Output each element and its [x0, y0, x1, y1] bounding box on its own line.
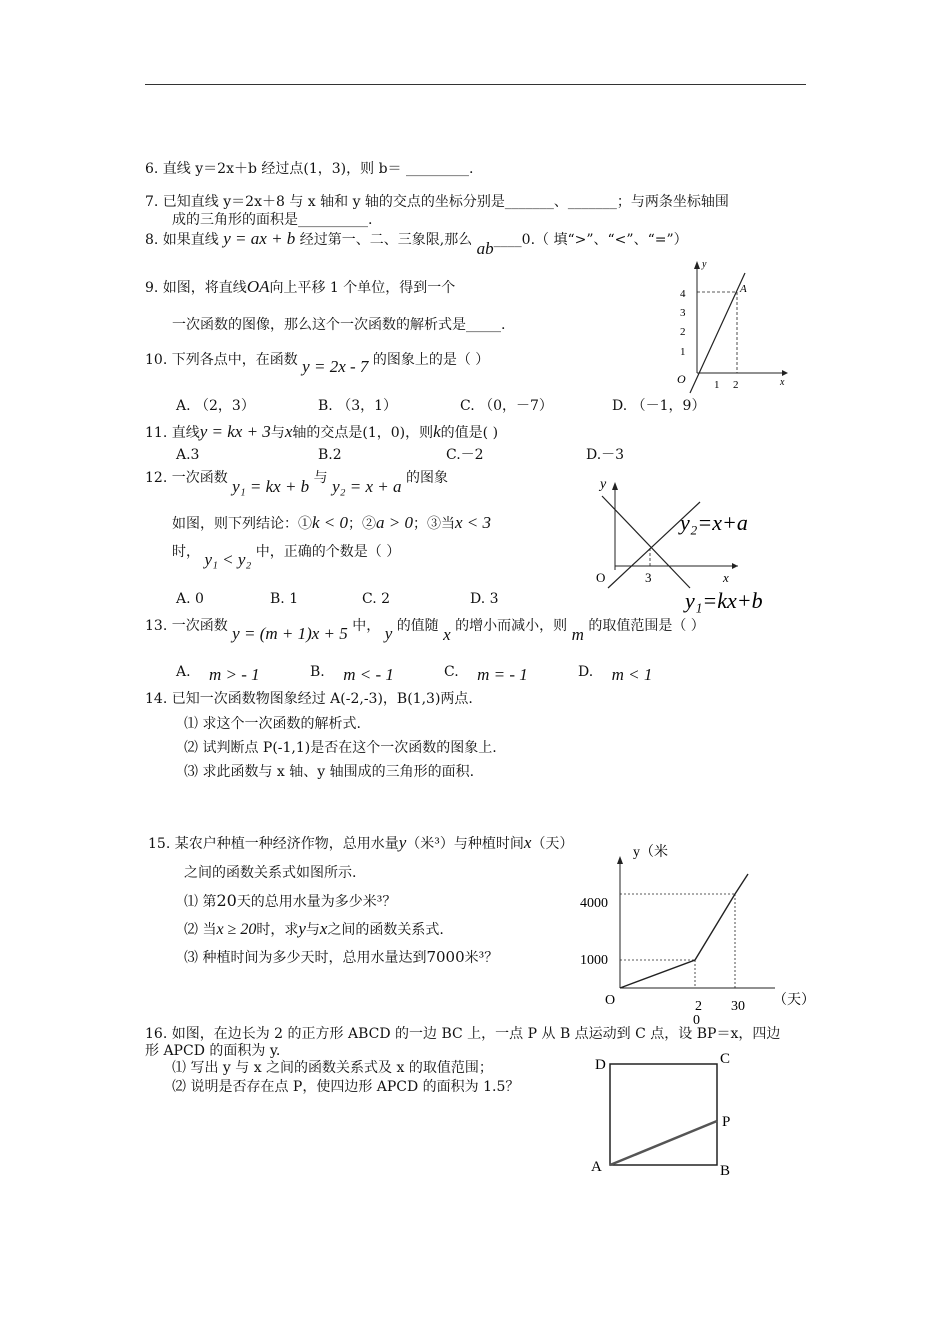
q11-option-b: B.2: [318, 447, 342, 463]
fig9-xtick-2: 2: [733, 379, 739, 391]
q13-option-b-label: B.: [310, 664, 325, 680]
fig16-label-a: A: [591, 1159, 602, 1175]
q10-option-a: A. （2，3）: [176, 398, 255, 414]
q15-i2b: 时，求: [256, 922, 299, 938]
fig15-label-4000: 4000: [580, 896, 608, 911]
q12-pre: 12. 一次函数: [145, 470, 228, 486]
q12-cond-3: x < 3: [455, 513, 492, 532]
q10-option-b: B. （3，1）: [318, 398, 398, 414]
q13-option-d-expr: m < 1: [611, 665, 653, 684]
q12-eq1: y₁ = kx + b: [232, 477, 310, 496]
fig9-ytick-2: 2: [680, 326, 686, 338]
fig16-label-c: C: [720, 1051, 731, 1067]
q15-i1b: 天的总用水量为多少米³？: [236, 894, 397, 910]
question-9-line2: 一次函数的图像，那么这个一次函数的解析式是_____.: [172, 317, 506, 333]
question-6: 6. 直线 y＝2x＋b 经过点(1，3)，则 b＝ _________.: [145, 161, 474, 177]
question-16-line1: 16. 如图，在边长为 2 的正方形 ABCD 的一边 BC 上，一点 P 从 B 点运动到 C 点，设 BP＝x，四边: [145, 1026, 781, 1042]
q13-equation: y = (m + 1)x + 5: [232, 624, 348, 643]
fig9-x-label: x: [780, 377, 785, 388]
q12-mid: 与: [313, 470, 328, 486]
q13-post: 的取值范围是（ ）: [588, 618, 705, 634]
fig16-label-p: P: [722, 1114, 731, 1130]
fig12-line1-label: y₁=kx+b: [685, 588, 763, 613]
q13-mid2: 的值随: [396, 618, 439, 634]
fig9-ytick-1: 1: [680, 346, 686, 358]
question-11: [145, 423, 498, 442]
fig12-y-label: y: [600, 477, 607, 492]
question-8: [145, 229, 688, 258]
fig9-xtick-1: 1: [714, 379, 720, 391]
fig15-label-30: 30: [731, 999, 745, 1014]
q12-option-a: A. 0: [176, 591, 204, 607]
q15-i2e: 之间的函数关系式.: [327, 922, 444, 938]
question-14-title: 14. 已知一次函数物图象经过 A(-2,-3)，B(1,3)两点.: [145, 691, 473, 707]
fig12-line2-label: y₂=x+a: [680, 510, 748, 535]
fig9-y-label: y: [702, 259, 707, 270]
q12-option-b: B. 1: [270, 591, 299, 607]
question-12-line3: [172, 542, 401, 569]
q10-post: 的图象上的是（ ）: [372, 352, 490, 368]
q15-pre: 15. 某农户种植一种经济作物，总用水量: [148, 836, 399, 852]
fig16-label-d: D: [595, 1057, 606, 1073]
q13-option-c-expr: m = - 1: [477, 665, 528, 684]
q11-mid2: 轴的交点是(1，0)，则: [292, 425, 434, 441]
figure-12-graph: [590, 470, 790, 615]
q11-option-a: A.3: [176, 447, 200, 463]
q12-line2b: ；②: [348, 516, 377, 532]
fig15-label-1000: 1000: [580, 953, 608, 968]
question-7-line1: 7. 已知直线 y＝2x＋8 与 x 轴和 y 轴的交点的坐标分别是_______、_______；与两条坐标轴围: [145, 194, 729, 210]
q14-item-2: ⑵ 试判断点 P(-1,1)是否在这个一次函数的图象上.: [184, 740, 497, 756]
q11-mid: 与: [270, 425, 285, 441]
question-15: [148, 834, 573, 853]
q13-option-b-expr: m < - 1: [343, 665, 394, 684]
q11-x: x: [284, 422, 293, 441]
q11-pre: 11. 直线: [145, 425, 200, 441]
q15-i2-x: x: [319, 919, 328, 938]
q12-option-c: C. 2: [362, 591, 391, 607]
fig12-x-label: x: [723, 570, 729, 585]
q11-equation: y = kx + 3: [199, 422, 271, 441]
q9-pre: 9. 如图，将直线: [145, 280, 247, 296]
q15-line2: 之间的函数关系式如图所示.: [184, 865, 357, 881]
q11-post: 的值是( ): [440, 425, 499, 441]
q13-option-d: [578, 662, 653, 684]
fig12-three: 3: [645, 570, 652, 585]
figure-16-square: [585, 1045, 745, 1180]
figure-15-graph: [575, 838, 815, 1028]
q9-post: 向上平移 1 个单位，得到一个: [269, 280, 456, 296]
q12-line3a: 时，: [172, 544, 200, 560]
q15-item-1: [184, 892, 396, 911]
q12-line2a: 如图，则下列结论：①: [172, 516, 312, 532]
q13-pre: 13. 一次函数: [145, 618, 228, 634]
fig15-label-20a: 2: [695, 999, 702, 1014]
q13-mid: 中，: [352, 618, 381, 634]
fig12-origin: O: [596, 570, 606, 585]
q12-cond-1: k < 0: [312, 513, 349, 532]
q15-i2a: ⑵ 当: [184, 922, 217, 938]
question-16-line2: 形 APCD 的面积为 y.: [145, 1043, 281, 1059]
question-7-line2: 成的三角形的面积是__________.: [172, 212, 373, 228]
q15-i2m: 与: [305, 922, 320, 938]
fig15-label-20b: 0: [693, 1013, 700, 1028]
q10-option-d: D. （－1，9）: [612, 398, 706, 414]
q13-option-a-label: A.: [176, 664, 191, 680]
question-13: [145, 616, 705, 644]
q15-mid: （米³）与种植时间: [406, 836, 524, 852]
header-rule: [145, 84, 806, 85]
fig16-label-b: B: [720, 1163, 731, 1179]
q13-option-a-expr: m > - 1: [209, 665, 260, 684]
q11-k: k: [433, 422, 441, 441]
q12-cond-2: a > 0: [376, 513, 414, 532]
q13-y: y: [384, 624, 393, 643]
q12-cond-4: y₁ < y₂: [204, 550, 252, 569]
q13-mid3: 的增小而减小，则: [455, 618, 568, 634]
q12-option-d: D. 3: [470, 591, 499, 607]
q15-y: y: [398, 833, 407, 852]
q15-i2-y: y: [298, 919, 306, 938]
q15-i1a: ⑴ 第: [184, 894, 217, 910]
fig9-point-a: A: [740, 283, 747, 295]
q10-equation: y = 2x - 7: [302, 357, 369, 376]
q15-item-3: [184, 948, 498, 967]
fig9-origin: O: [677, 372, 686, 386]
q15-i3a: ⑶ 种植时间为多少天时，总用水量达到: [184, 950, 427, 966]
q12-line3b: 中，正确的个数是（ ）: [255, 544, 401, 560]
q13-option-d-label: D.: [578, 664, 594, 680]
q11-option-d: D.－3: [586, 447, 625, 463]
q15-i3-number: 7000: [426, 948, 465, 966]
q15-item-2: [184, 920, 444, 939]
fig9-ytick-4: 4: [680, 288, 686, 300]
q9-oa: OA: [246, 277, 270, 296]
q13-m: m: [571, 625, 584, 644]
q10-pre: 10. 下列各点中，在函数: [145, 352, 298, 368]
q16-item-2: ⑵ 说明是否存在点 P，使四边形 APCD 的面积为 1.5？: [172, 1079, 520, 1095]
q16-item-1: ⑴ 写出 y 与 x 之间的函数关系式及 x 的取值范围；: [172, 1060, 493, 1076]
question-9: [145, 278, 455, 297]
q13-option-a: [176, 662, 260, 684]
q8-equation: y = ax + b: [223, 229, 296, 248]
fig15-x-label: （天）: [773, 993, 815, 1008]
q13-option-c-label: C.: [444, 664, 459, 680]
fig15-origin: O: [605, 993, 616, 1008]
q14-item-3: ⑶ 求此函数与 x 轴、y 轴围成的三角形的面积.: [184, 764, 475, 780]
q10-option-c: C. （0，－7）: [460, 398, 553, 414]
fig15-y-label: y（米: [633, 845, 668, 860]
question-12: [145, 468, 448, 496]
q15-post: （天）: [531, 836, 574, 852]
q15-i2-cond: x ≥ 20: [216, 921, 257, 938]
q8-post: ____0.（ 填“>”、“<”、“=”）: [493, 232, 688, 248]
q13-x: x: [443, 625, 451, 644]
q15-x: x: [523, 833, 532, 852]
q8-ab: ab: [476, 239, 494, 258]
fig9-ytick-3: 3: [680, 307, 686, 319]
q13-option-b: [310, 662, 394, 684]
q8-mid: 经过第一、二、三象限,那么: [299, 232, 473, 248]
question-10: [145, 350, 490, 376]
q15-i1-number: 20: [216, 891, 237, 910]
q12-post: 的图象: [405, 470, 448, 486]
q12-line2c: ；③当: [413, 516, 456, 532]
question-12-line2: [172, 514, 491, 533]
q8-pre: 8. 如果直线: [145, 232, 219, 248]
q14-item-1: ⑴ 求这个一次函数的解析式.: [184, 716, 361, 732]
figure-9-graph: [672, 255, 792, 400]
q12-eq2: y₂ = x + a: [332, 477, 402, 496]
q11-option-c: C.－2: [446, 447, 484, 463]
q15-i3b: 米³？: [464, 950, 499, 966]
q13-option-c: [444, 662, 528, 684]
